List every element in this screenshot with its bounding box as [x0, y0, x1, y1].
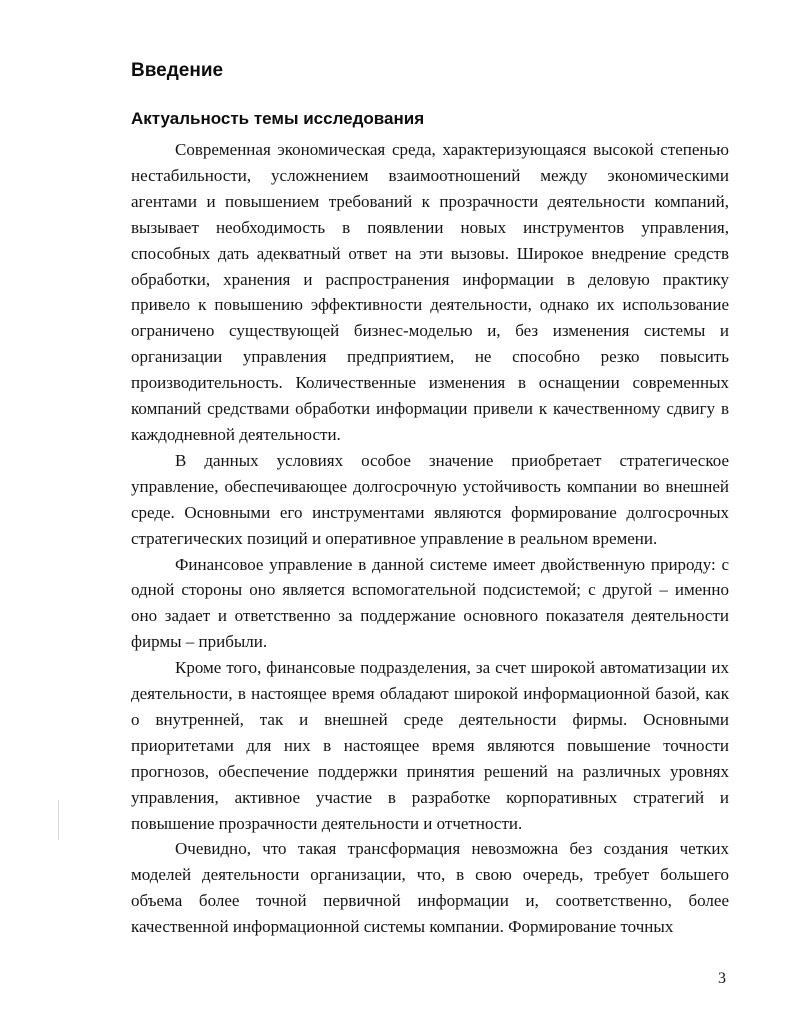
body-text [131, 137, 729, 940]
page-number: 3 [718, 970, 726, 987]
paragraph: В данных условиях особое значение приобретает стратегическое управление, обеспечивающее долгосрочную устойчивость компании во внешней среде. Основными его инструментами являются формирование долгосрочных стратегических позиций и оперативное управление в реальном времени. [131, 450, 729, 548]
paragraph: Финансовое управление в данной системе имеет двойственную природу: с одной стороны оно является вспомогательной подсистемой; с другой – именно оно задает и ответственно за поддержание основного показателя деятельности фирмы – прибыли. [131, 554, 729, 652]
chapter-title: Введение [131, 60, 224, 81]
scan-margin-mark [58, 800, 59, 840]
section-title: Актуальность темы исследования [131, 109, 425, 128]
paragraph: Современная экономическая среда, характеризующаяся высокой степенью нестабильности, усложнением взаимоотношений между экономическими агентами и повышением требований к прозрачности деятельности компаний, вызывает необходимость в появлении новых инструментов управления, способных дать адекватный ответ на эти вызовы. Широкое внедрение средств обработки, хранения и распространения информации в деловую практику привело к повышению эффективности деятельности, однако их использование ограничено существующей бизнес-моделью и, без изменения системы и организации управления предприятием, не способно резко повысить производительность. Количественные изменения в оснащении современных компаний средствами обработки информации привели к качественному сдвигу в каждодневной деятельности. [131, 140, 729, 444]
paragraph: Очевидно, что такая трансформация невозможна без создания четких моделей деятельности организации, что, в свою очередь, требует большего объема более точной первичной информации и, соответственно, более качественной информационной системы компании. Формирование точных [131, 839, 729, 937]
paragraph: Кроме того, финансовые подразделения, за счет широкой автоматизации их деятельности, в настоящее время обладают широкой информационной базой, как о внутренней, так и внешней среде деятельности фирмы. Основными приоритетами для них в настоящее время являются повышение точности прогнозов, обеспечение поддержки принятия решений на различных уровнях управления, активное участие в разработке корпоративных стратегий и повышение прозрачности деятельности и отчетности. [131, 658, 729, 833]
